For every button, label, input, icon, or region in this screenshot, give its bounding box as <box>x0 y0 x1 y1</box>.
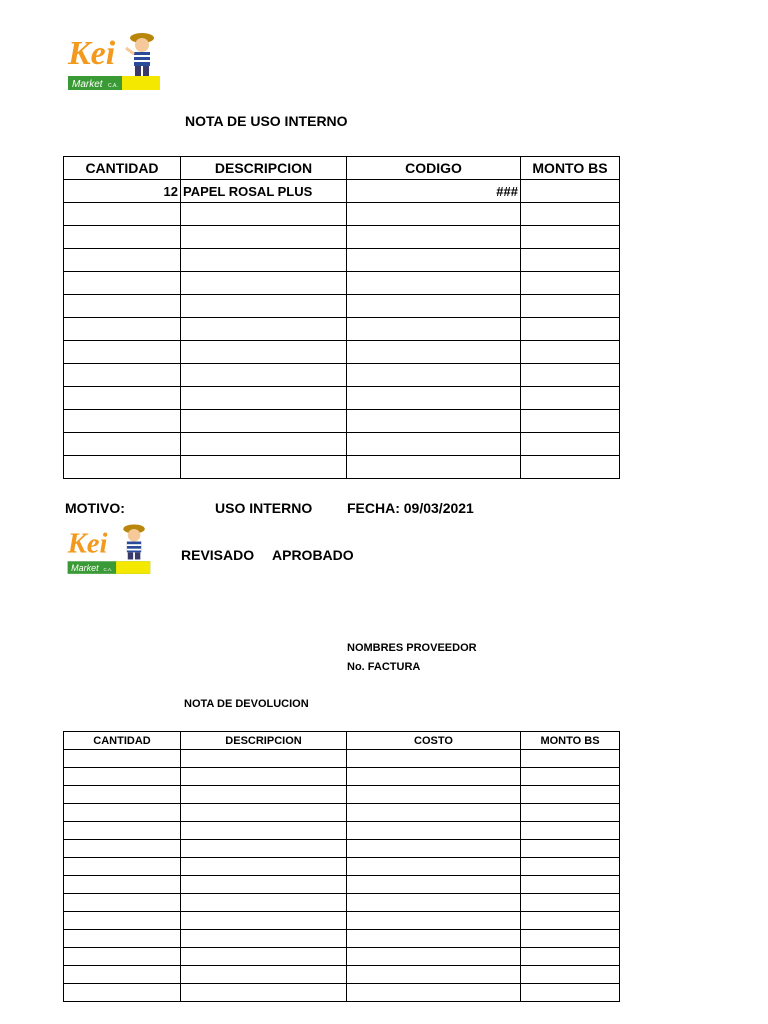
table2-cell[interactable] <box>521 804 620 822</box>
table1-header-1: CANTIDAD <box>64 157 181 180</box>
table-row <box>64 272 620 295</box>
table-row <box>64 984 620 1002</box>
table1-cell[interactable] <box>181 341 347 364</box>
company-logo-2 <box>64 516 152 576</box>
table-row <box>64 966 620 984</box>
table1-cell[interactable] <box>64 203 181 226</box>
devolucion-title: NOTA DE DEVOLUCION <box>184 698 309 710</box>
table1-cell[interactable] <box>64 433 181 456</box>
table-row <box>64 840 620 858</box>
table2-cell[interactable] <box>64 750 181 768</box>
table2-cell[interactable] <box>347 912 521 930</box>
table2-cell[interactable] <box>181 912 347 930</box>
table2-cell[interactable] <box>181 822 347 840</box>
table2-cell[interactable] <box>347 840 521 858</box>
logo-sub-text-2: Market <box>71 563 99 574</box>
table2-cell[interactable] <box>64 804 181 822</box>
table2-cell[interactable] <box>347 894 521 912</box>
table2-cell[interactable] <box>521 912 620 930</box>
table2-cell[interactable] <box>521 858 620 876</box>
table-row <box>64 768 620 786</box>
table1-cell[interactable] <box>181 387 347 410</box>
table1-cell[interactable]: PAPEL ROSAL PLUS <box>181 180 347 203</box>
table2-cell[interactable] <box>64 876 181 894</box>
table1-cell[interactable] <box>181 203 347 226</box>
table-row <box>64 364 620 387</box>
table-row <box>64 387 620 410</box>
table2-cell[interactable] <box>521 984 620 1002</box>
table2-header-3: COSTO <box>347 732 521 750</box>
table1-cell[interactable] <box>181 318 347 341</box>
table1-cell[interactable] <box>64 341 181 364</box>
table1-cell[interactable] <box>521 410 620 433</box>
page-title: NOTA DE USO INTERNO <box>185 113 348 129</box>
table1-cell[interactable] <box>521 341 620 364</box>
table1-cell[interactable] <box>347 410 521 433</box>
logo-brand-text: Kei <box>68 35 116 72</box>
table2-cell[interactable] <box>181 948 347 966</box>
table2-cell[interactable] <box>64 930 181 948</box>
table2-cell[interactable] <box>347 786 521 804</box>
table2-header-4: MONTO BS <box>521 732 620 750</box>
table-row <box>64 318 620 341</box>
company-logo <box>64 18 162 92</box>
table1-cell[interactable] <box>64 410 181 433</box>
table1-cell[interactable] <box>347 318 521 341</box>
table1-cell[interactable] <box>64 272 181 295</box>
fecha-value: FECHA: 09/03/2021 <box>347 500 474 516</box>
table1-cell[interactable] <box>181 272 347 295</box>
table1-cell[interactable] <box>64 295 181 318</box>
table-row <box>64 249 620 272</box>
table2-cell[interactable] <box>181 786 347 804</box>
table1-cell[interactable] <box>521 318 620 341</box>
table1-cell[interactable] <box>347 203 521 226</box>
table1-cell[interactable] <box>181 295 347 318</box>
table1-cell[interactable] <box>64 364 181 387</box>
table-row <box>64 912 620 930</box>
table2-cell[interactable] <box>181 840 347 858</box>
table2-cell[interactable] <box>521 840 620 858</box>
table1-cell[interactable] <box>521 387 620 410</box>
table-row <box>64 203 620 226</box>
table1-cell[interactable] <box>521 295 620 318</box>
table2-cell[interactable] <box>64 822 181 840</box>
table1-cell[interactable] <box>64 456 181 479</box>
table-row <box>64 456 620 479</box>
table2-cell[interactable] <box>347 984 521 1002</box>
table1-cell[interactable] <box>521 180 620 203</box>
table1-cell[interactable] <box>347 295 521 318</box>
table2-cell[interactable] <box>181 876 347 894</box>
logo-brand-text-2: Kei <box>67 527 108 560</box>
internal-use-table <box>63 156 620 479</box>
logo-suffix-text: C.A. <box>108 83 118 89</box>
table1-cell[interactable] <box>521 433 620 456</box>
motivo-value: USO INTERNO <box>215 500 313 516</box>
table2-cell[interactable] <box>64 912 181 930</box>
table-row <box>64 410 620 433</box>
table1-cell[interactable] <box>347 272 521 295</box>
table1-cell[interactable] <box>181 410 347 433</box>
table2-cell[interactable] <box>521 822 620 840</box>
table2-cell[interactable] <box>521 930 620 948</box>
table1-cell[interactable] <box>64 226 181 249</box>
factura-label: No. FACTURA <box>347 661 421 673</box>
table-row <box>64 341 620 364</box>
table1-cell[interactable] <box>181 433 347 456</box>
table1-cell[interactable] <box>347 456 521 479</box>
table2-cell[interactable] <box>64 768 181 786</box>
table1-cell[interactable] <box>521 249 620 272</box>
table2-cell[interactable] <box>347 948 521 966</box>
table1-cell[interactable] <box>64 318 181 341</box>
logo-suffix-text-2: C.A. <box>103 567 113 573</box>
table1-header-2: DESCRIPCION <box>181 157 347 180</box>
table1-cell[interactable] <box>521 272 620 295</box>
table-row <box>64 948 620 966</box>
table2-cell[interactable] <box>521 948 620 966</box>
table2-cell[interactable] <box>347 930 521 948</box>
table2-cell[interactable] <box>181 768 347 786</box>
table2-cell[interactable] <box>347 966 521 984</box>
table1-cell[interactable] <box>347 249 521 272</box>
table1-header-3: CODIGO <box>347 157 521 180</box>
table2-cell[interactable] <box>347 876 521 894</box>
aprobado-label: APROBADO <box>272 547 354 563</box>
table1-cell[interactable] <box>347 341 521 364</box>
table2-cell[interactable] <box>181 804 347 822</box>
table-row <box>64 876 620 894</box>
table-row <box>64 930 620 948</box>
table-row <box>64 295 620 318</box>
table2-cell[interactable] <box>181 858 347 876</box>
table1-cell[interactable] <box>64 387 181 410</box>
table2-cell[interactable] <box>347 804 521 822</box>
table1-cell[interactable] <box>521 203 620 226</box>
table2-cell[interactable] <box>521 786 620 804</box>
table2-header-2: DESCRIPCION <box>181 732 347 750</box>
table-row <box>64 804 620 822</box>
table-row <box>64 750 620 768</box>
proveedor-label: NOMBRES PROVEEDOR <box>347 642 477 654</box>
table2-cell[interactable] <box>181 750 347 768</box>
table1-cell[interactable] <box>347 387 521 410</box>
table1-cell[interactable] <box>347 433 521 456</box>
revisado-label: REVISADO <box>181 547 255 563</box>
table1-cell[interactable] <box>181 364 347 387</box>
table2-cell[interactable] <box>347 768 521 786</box>
logo-sub-text: Market <box>72 79 103 90</box>
table2-cell[interactable] <box>64 984 181 1002</box>
table-row <box>64 894 620 912</box>
table2-cell[interactable] <box>64 786 181 804</box>
table1-cell[interactable]: 12 <box>64 180 181 203</box>
table2-cell[interactable] <box>181 984 347 1002</box>
table1-cell[interactable] <box>181 226 347 249</box>
table2-cell[interactable] <box>181 894 347 912</box>
table2-header-1: CANTIDAD <box>64 732 181 750</box>
table1-cell[interactable] <box>181 456 347 479</box>
table1-cell[interactable] <box>521 364 620 387</box>
table-row <box>64 786 620 804</box>
table1-cell[interactable] <box>521 226 620 249</box>
table2-cell[interactable] <box>521 768 620 786</box>
table2-cell[interactable] <box>521 876 620 894</box>
table-row <box>64 226 620 249</box>
return-table <box>63 731 620 1002</box>
table1-cell[interactable]: ### <box>347 180 521 203</box>
table2-cell[interactable] <box>521 966 620 984</box>
table-row <box>64 822 620 840</box>
table2-cell[interactable] <box>347 750 521 768</box>
motivo-label: MOTIVO: <box>65 500 125 516</box>
table2-cell[interactable] <box>181 966 347 984</box>
table-row <box>64 180 620 203</box>
table2-cell[interactable] <box>347 822 521 840</box>
table2-cell[interactable] <box>64 948 181 966</box>
table2-cell[interactable] <box>521 750 620 768</box>
table-row <box>64 433 620 456</box>
table2-cell[interactable] <box>64 858 181 876</box>
table1-cell[interactable] <box>181 249 347 272</box>
table2-cell[interactable] <box>181 930 347 948</box>
table1-cell[interactable] <box>347 226 521 249</box>
table1-cell[interactable] <box>521 456 620 479</box>
table2-cell[interactable] <box>521 894 620 912</box>
table1-cell[interactable] <box>64 249 181 272</box>
table2-cell[interactable] <box>64 894 181 912</box>
table1-header-4: MONTO BS <box>521 157 620 180</box>
table2-cell[interactable] <box>347 858 521 876</box>
table2-cell[interactable] <box>64 966 181 984</box>
table-row <box>64 858 620 876</box>
table1-cell[interactable] <box>347 364 521 387</box>
table2-cell[interactable] <box>64 840 181 858</box>
